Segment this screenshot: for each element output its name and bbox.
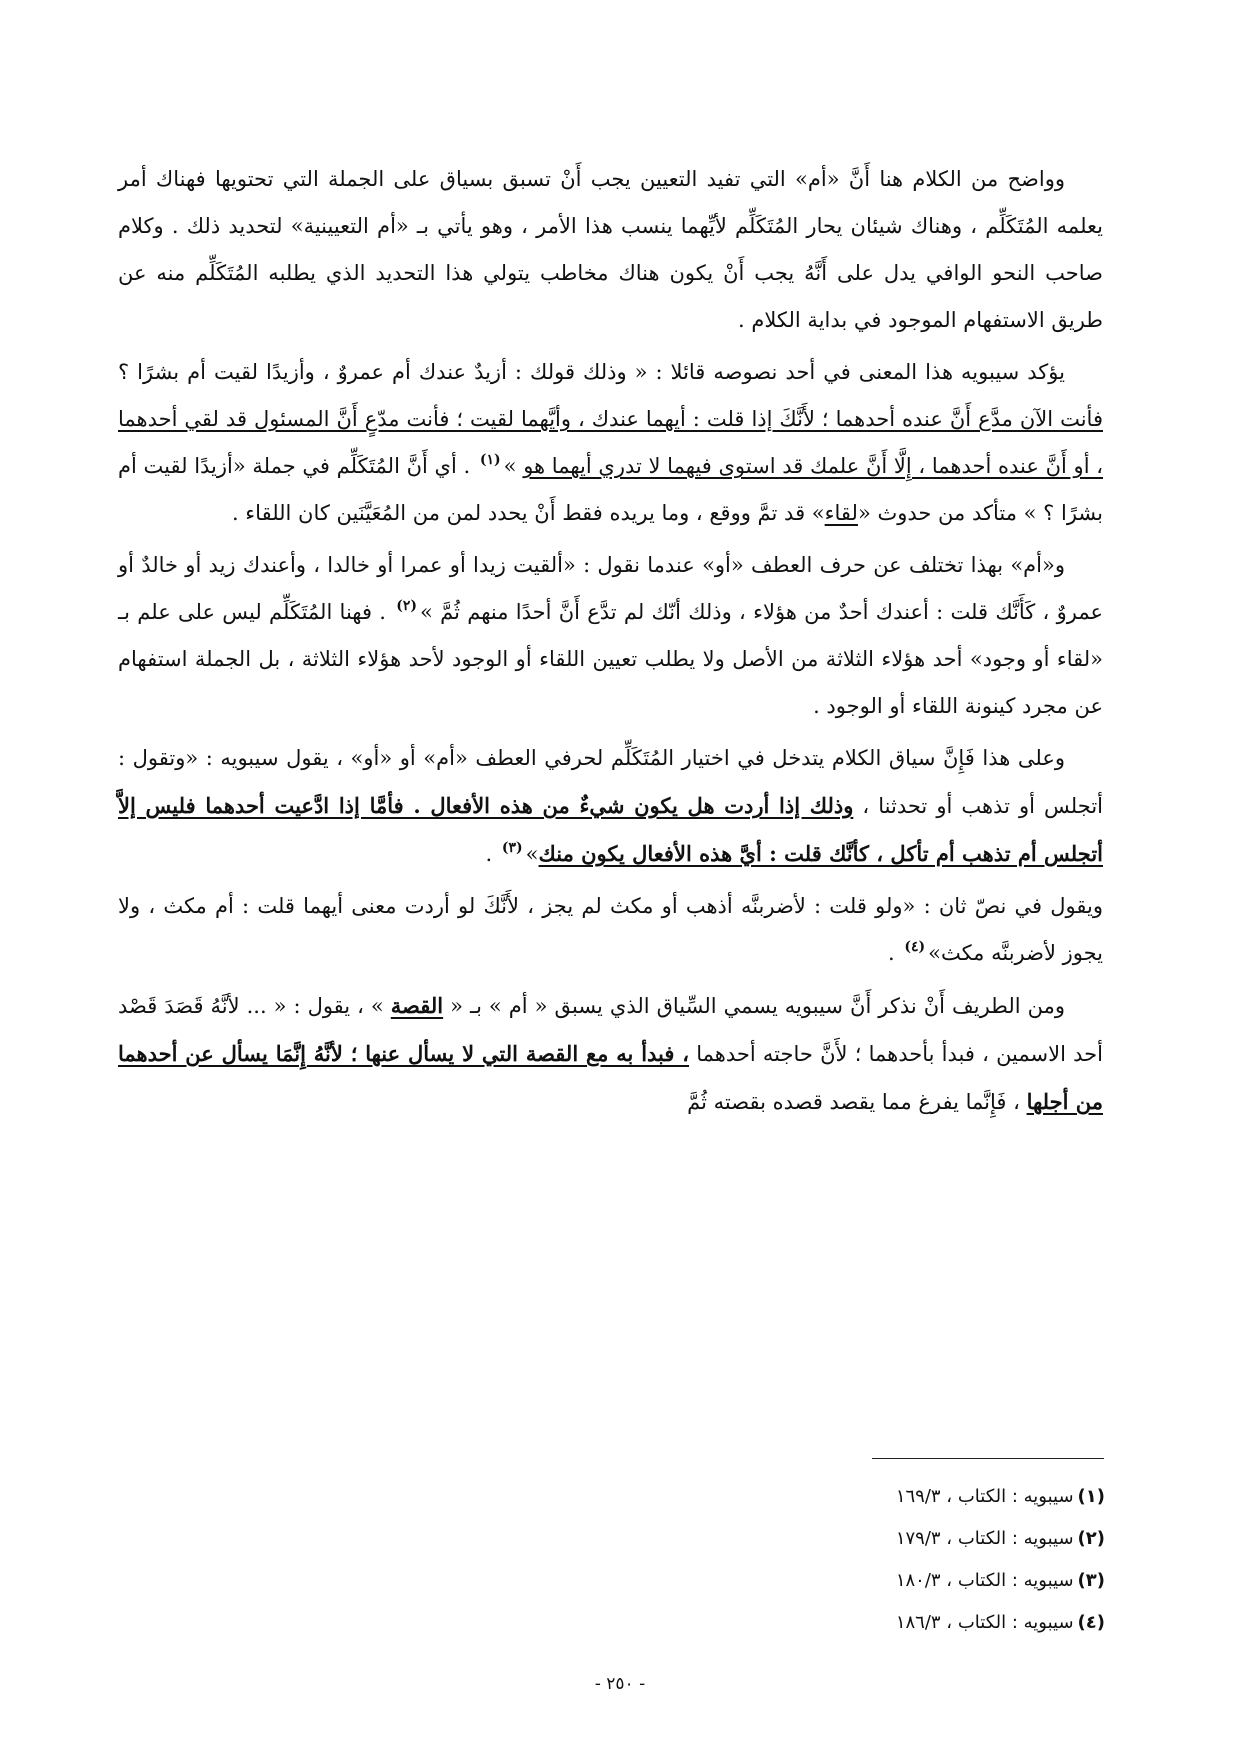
footnote-number: (٤) — [1077, 1612, 1105, 1633]
text-segment: وعلى هذا فَإِنَّ سياق الكلام يتدخل في اختيار المُتَكَلِّم لحرفي العطف «أم» أو «أو» ، يقول سيبويه : «وتقول : أتجلس أو تذهب أو تحدثنا ، — [118, 746, 1103, 818]
footnote-number: (٣) — [1077, 1570, 1105, 1591]
page-number: - ٢٥٠ - — [594, 1674, 646, 1694]
text-segment: و«أم» بهذا تختلف عن حرف العطف «أو» عندما نقول : «ألقيت زيدا أو عمرا أو خالدا ، وأعندك زيد أو خالدٌ أو عمروٌ ، كَأَنَّك قلت : أعندك أحدٌ من هؤلاء ، وذلك أنّك لم تدَّع أَنَّ أحدًا منهم ثُمَّ » — [118, 553, 1103, 624]
paragraph-2 — [118, 349, 1103, 537]
footnote-item — [700, 1518, 1105, 1560]
text-segment: » — [503, 454, 524, 478]
paragraph-5 — [118, 883, 1103, 977]
footnote-marker: (٤) — [904, 939, 926, 955]
text-segment: ، فَإِنَّما يفرغ مما يقصد قصده بقصته ثُمَّ — [687, 1090, 1027, 1114]
paragraph-1 — [118, 156, 1103, 344]
paragraph-4 — [118, 735, 1103, 878]
footnote-text: سيبويه : الكتاب ، ١٦٩/٣ — [895, 1486, 1074, 1507]
footnote-number: (١) — [1077, 1486, 1105, 1507]
text-segment: . — [485, 842, 499, 866]
text-segment: وذلك إذا أردت هل يكون شيءٌ من هذه الأفعال . فأمَّا إذا ادَّعيت أحدهما فليس إلاَّ أتجلس أم تذهب أم تأكل ، كأنَّك قلت : أيَّ هذه الأفعال يكون منك — [118, 793, 1103, 866]
footnote-marker: (١) — [479, 452, 501, 468]
text-segment: لقاء — [824, 501, 858, 525]
text-segment: » ، يقول : « ... لأنَّهُ قَصَدَ قَصْد أحد الاسمين ، فبدأ بأحدهما ؛ لأَنَّ حاجته أحدهما — [118, 994, 1103, 1066]
footnote-number: (٢) — [1077, 1528, 1105, 1549]
text-segment: ويقول في نصّ ثان : «ولو قلت : لأضربنَّه أذهب أو مكث لم يجز ، لأَنَّكَ لو أردت معنى أيهما قلت : أم مكث ، ولا يجوز لأضربنَّه مكث» — [118, 894, 1103, 965]
text-segment: . فهنا المُتَكَلِّم ليس على علم بـ «لقاء أو وجود» أحد هؤلاء الثلاثة من الأصل ولا يطلب تعيين اللقاء أو الوجود لأحد هؤلاء الثلاثة ، بل الجملة استفهام عن مجرد كينونة اللقاء أو الوجود . — [118, 600, 1103, 718]
footnote-item — [700, 1476, 1105, 1518]
footnote-separator — [872, 1458, 1104, 1459]
text-segment: القصة — [390, 993, 444, 1018]
footnote-text: سيبويه : الكتاب ، ١٧٩/٣ — [895, 1528, 1074, 1549]
text-segment: » — [525, 842, 539, 866]
text-segment: يؤكد سيبويه هذا المعنى في أحد نصوصه قائلا : « وذلك قولك : أزيدٌ عندك أم عمروٌ ، وأزيدًا لقيت أم بشرًا ؟ — [118, 360, 1065, 384]
text-segment: ، فبدأ به مع القصة التي لا يسأل عنها ؛ لأنَّهُ إِنَّمَا يسأل عن أحدهما من أجلها — [118, 1041, 1103, 1114]
footnote-marker: (٢) — [396, 598, 418, 614]
paragraph-6 — [118, 982, 1103, 1126]
footnote-item — [700, 1560, 1105, 1602]
footnote-text: سيبويه : الكتاب ، ١٨٦/٣ — [895, 1612, 1074, 1633]
footnote-text: سيبويه : الكتاب ، ١٨٠/٣ — [895, 1570, 1074, 1591]
text-segment: وواضح من الكلام هنا أَنَّ «أم» التي تفيد التعيين يجب أَنْ تسبق بسياق على الجملة التي تحتويها فهناك أمر يعلمه المُتَكَلِّم ، وهناك شيئان يحار المُتَكَلِّم لأيِّهما ينسب هذا الأمر ، وهو يأتي بـ «أم التعيينية» لتحديد ذلك . وكلام صاحب النحو الوافي يدل على أَنَّهُ يجب أَنْ يكون هناك مخاطب يتولي هذا التحديد الذي يطلبه المُتَكَلِّم منه عن طريق الاستفهام الموجود في بداية الكلام . — [118, 167, 1103, 332]
text-segment: فأنت الآن مدَّع أَنَّ عنده أحدهما ؛ لأَنَّكَ إذا قلت : أيهما عندك ، وأيَّهما لقيت ؛ فأنت مدّعٍ أَنَّ المسئول قد لقي أحدهما ، أو أَنَّ عنده أحدهما ، إِلَّا أَنَّ علمك قد استوى فيهما لا تدري أيهما هو — [118, 407, 1103, 478]
footnote-marker: (٣) — [501, 840, 523, 856]
text-segment: . أي أَنَّ المُتَكَلِّم في جملة «أزيدًا لقيت أم بشرًا ؟ » متأكد من حدوث « — [118, 454, 1103, 525]
body-text — [118, 156, 1103, 1131]
paragraph-3 — [118, 542, 1103, 730]
text-segment: . — [887, 941, 902, 965]
text-segment: ومن الطريف أَنْ نذكر أَنَّ سيبويه يسمي السِّياق الذي يسبق « أم » بـ « — [443, 994, 1065, 1018]
footnotes — [700, 1476, 1105, 1644]
footnote-item — [700, 1602, 1105, 1644]
text-segment: » قد تمَّ ووقع ، وما يريده فقط أَنْ يحدد لمن من المُعَيَّنَين كان اللقاء . — [231, 501, 825, 525]
